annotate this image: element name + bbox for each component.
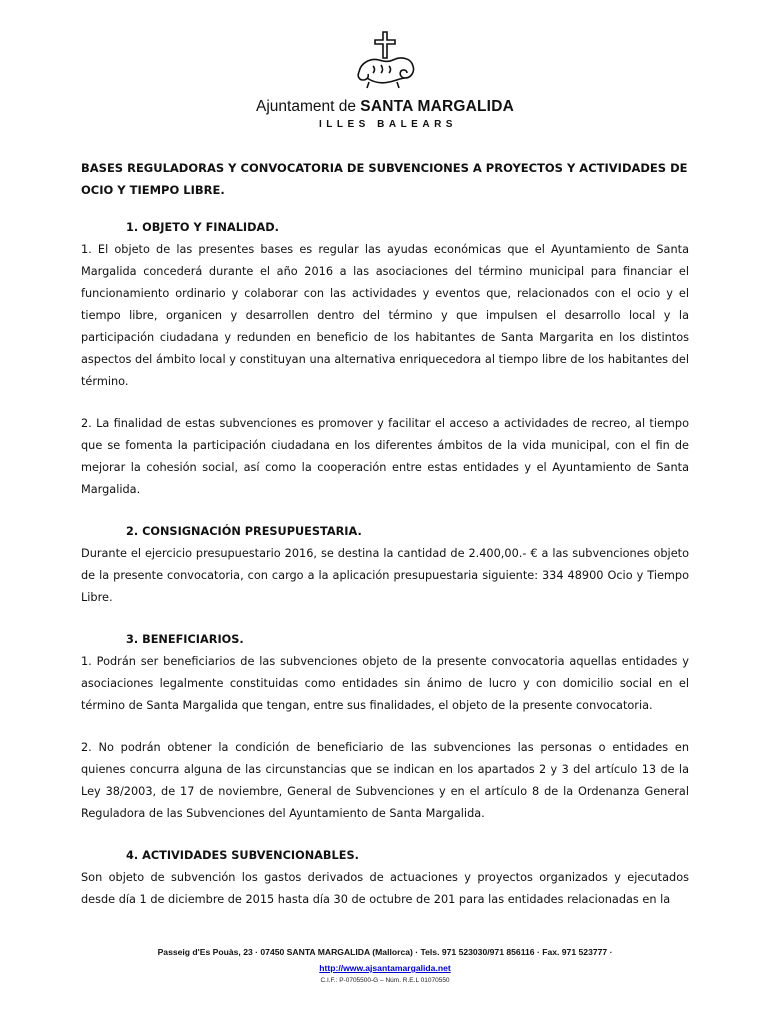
paragraph: 1. El objeto de las presentes bases es regular las ayudas económicas que el Ayuntamiento de Santa Margalida concederá durante el año 2016 a las asociaciones del término municipal para financiar el funcionamiento ordinario y colaborar con las actividades y eventos que, relacionados con el ocio y el tiempo libre, organicen y desarrollen dentro del término y que impulsen el desarrollo local y la participación ciudadana y redunden en beneficio de los habitantes de Santa Margarita en los distintos aspectos del ámbito local y constituyan una alternativa enriquecedora al tiempo libre de los habitantes del término.: [81, 243, 689, 388]
footer-address: Passeig d'Es Pouàs, 23 · 07450 SANTA MARGALIDA (Mallorca) · Tels. 971 523030/971 856116 · Fax. 971 523777 ·: [157, 947, 613, 957]
footer-cif: C.I.F.: P-0705500-G – Núm. R.E.L 01070550: [320, 977, 450, 984]
paragraph: Son objeto de subvención los gastos derivados de actuaciones y proyectos organizados y ejecutados desde día 1 de diciembre de 2015 hasta día 30 de octubre de 201 para las entidades relacionadas en la: [81, 871, 689, 906]
section-heading-actividades: 4. ACTIVIDADES SUBVENCIONABLES.: [126, 849, 359, 862]
paragraph: 2. No podrán obtener la condición de beneficiario de las subvenciones las personas o entidades en quienes concurra alguna de las circunstancias que se indican en los apartados 2 y 3 del artículo 13 de la Ley 38/2003, de 17 de noviembre, General de Subvenciones y en el artículo 8 de la Ordenanza General Reguladora de las Subvenciones del Ayuntamiento de Santa Margalida.: [81, 741, 689, 820]
section-heading-beneficiarios: 3. BENEFICIARIOS.: [126, 633, 244, 646]
document-title: BASES REGULADORAS Y CONVOCATORIA DE SUBVENCIONES A PROYECTOS Y ACTIVIDADES DE OCIO Y TIEMPO LIBRE.: [81, 161, 688, 197]
page-footer: [0, 947, 770, 985]
municipal-coat-of-arms-icon: [345, 30, 425, 96]
paragraph: 1. Podrán ser beneficiarios de las subvenciones objeto de la presente convocatoria aquellas entidades y asociaciones legalmente constituidas como entidades sin ánimo de lucro y con domicilio social en el término de Santa Margalida que tengan, entre sus finalidades, el objeto de la presente convocatoria.: [81, 655, 689, 712]
document-body: [81, 157, 689, 911]
letterhead: [0, 30, 770, 130]
footer-website-link[interactable]: http://www.ajsantamargalida.net: [319, 963, 451, 973]
paragraph: Durante el ejercicio presupuestario 2016, se destina la cantidad de 2.400,00.- € a las subvenciones objeto de la presente convocatoria, con cargo a la aplicación presupuestaria siguiente: 334 48900 Ocio y Tiempo Libre.: [81, 547, 689, 604]
organization-region: ILLES BALEARS: [319, 119, 457, 130]
section-heading-objeto: 1. OBJETO Y FINALIDAD.: [126, 221, 279, 234]
organization-name: [0, 98, 770, 116]
paragraph: 2. La finalidad de estas subvenciones es promover y facilitar el acceso a actividades de recreo, al tiempo que se fomenta la participación ciudadana en los diferentes ámbitos de la vida municipal, con el fin de mejorar la cohesión social, así como la cooperación entre estas entidades y el Ayuntamiento de Santa Margalida.: [81, 417, 689, 496]
section-heading-consignacion: 2. CONSIGNACIÓN PRESUPUESTARIA.: [126, 525, 362, 538]
organization-prefix: Ajuntament de: [256, 98, 356, 115]
organization-town: SANTA MARGALIDA: [360, 98, 514, 115]
